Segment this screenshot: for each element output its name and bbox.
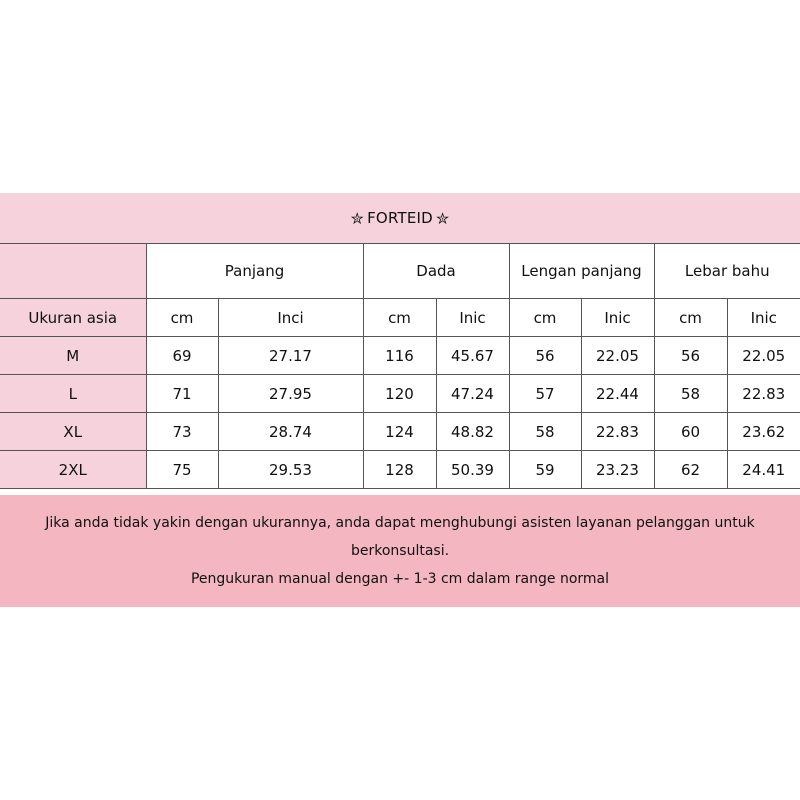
table-cell: 56 [654, 337, 727, 375]
table-cell: 50.39 [436, 451, 509, 489]
unit-header: cm [363, 299, 436, 337]
table-cell: 22.05 [727, 337, 800, 375]
table-cell: 47.24 [436, 375, 509, 413]
unit-header: cm [146, 299, 218, 337]
table-cell: 22.44 [581, 375, 654, 413]
table-cell: 48.82 [436, 413, 509, 451]
notes-band [0, 495, 800, 607]
table-cell: 58 [654, 375, 727, 413]
table-cell: 28.74 [218, 413, 363, 451]
size-table [0, 243, 800, 489]
unit-header: Inic [727, 299, 800, 337]
table-cell: 27.17 [218, 337, 363, 375]
table-cell: 29.53 [218, 451, 363, 489]
star-icon-left: ✮ [350, 208, 365, 228]
table-cell: 124 [363, 413, 436, 451]
table-cell: 57 [509, 375, 581, 413]
table-cell: 75 [146, 451, 218, 489]
table-row [0, 413, 800, 451]
empty-header-cell [0, 244, 146, 299]
table-cell: 73 [146, 413, 218, 451]
unit-header: cm [509, 299, 581, 337]
size-label: XL [0, 413, 146, 451]
table-cell: 22.05 [581, 337, 654, 375]
unit-header: Inic [436, 299, 509, 337]
table-cell: 128 [363, 451, 436, 489]
size-label: M [0, 337, 146, 375]
size-column-header: Ukuran asia [0, 299, 146, 337]
table-row [0, 375, 800, 413]
table-cell: 23.62 [727, 413, 800, 451]
table-cell: 22.83 [727, 375, 800, 413]
group-header-row [0, 244, 800, 299]
size-label: L [0, 375, 146, 413]
table-cell: 60 [654, 413, 727, 451]
unit-header-row [0, 299, 800, 337]
table-row [0, 451, 800, 489]
group-header-lengan-panjang: Lengan panjang [509, 244, 654, 299]
unit-header: Inci [218, 299, 363, 337]
table-cell: 24.41 [727, 451, 800, 489]
table-cell: 62 [654, 451, 727, 489]
table-cell: 56 [509, 337, 581, 375]
title-band [0, 193, 800, 244]
brand-title: FORTEID [367, 209, 433, 227]
unit-header: cm [654, 299, 727, 337]
table-cell: 69 [146, 337, 218, 375]
unit-header: Inic [581, 299, 654, 337]
size-label: 2XL [0, 451, 146, 489]
note-line: Jika anda tidak yakin dengan ukurannya, anda dapat menghubungi asisten layanan pelanggan untuk [45, 515, 755, 531]
star-icon-right: ✮ [435, 208, 450, 228]
size-chart [0, 193, 800, 607]
table-row [0, 337, 800, 375]
table-cell: 116 [363, 337, 436, 375]
table-cell: 58 [509, 413, 581, 451]
table-cell: 71 [146, 375, 218, 413]
note-line: Pengukuran manual dengan +- 1-3 cm dalam range normal [190, 571, 609, 587]
group-header-panjang: Panjang [146, 244, 363, 299]
table-cell: 120 [363, 375, 436, 413]
table-cell: 45.67 [436, 337, 509, 375]
table-cell: 23.23 [581, 451, 654, 489]
table-cell: 22.83 [581, 413, 654, 451]
group-header-lebar-bahu: Lebar bahu [654, 244, 800, 299]
table-cell: 59 [509, 451, 581, 489]
table-cell: 27.95 [218, 375, 363, 413]
group-header-dada: Dada [363, 244, 509, 299]
note-line: berkonsultasi. [350, 543, 450, 559]
